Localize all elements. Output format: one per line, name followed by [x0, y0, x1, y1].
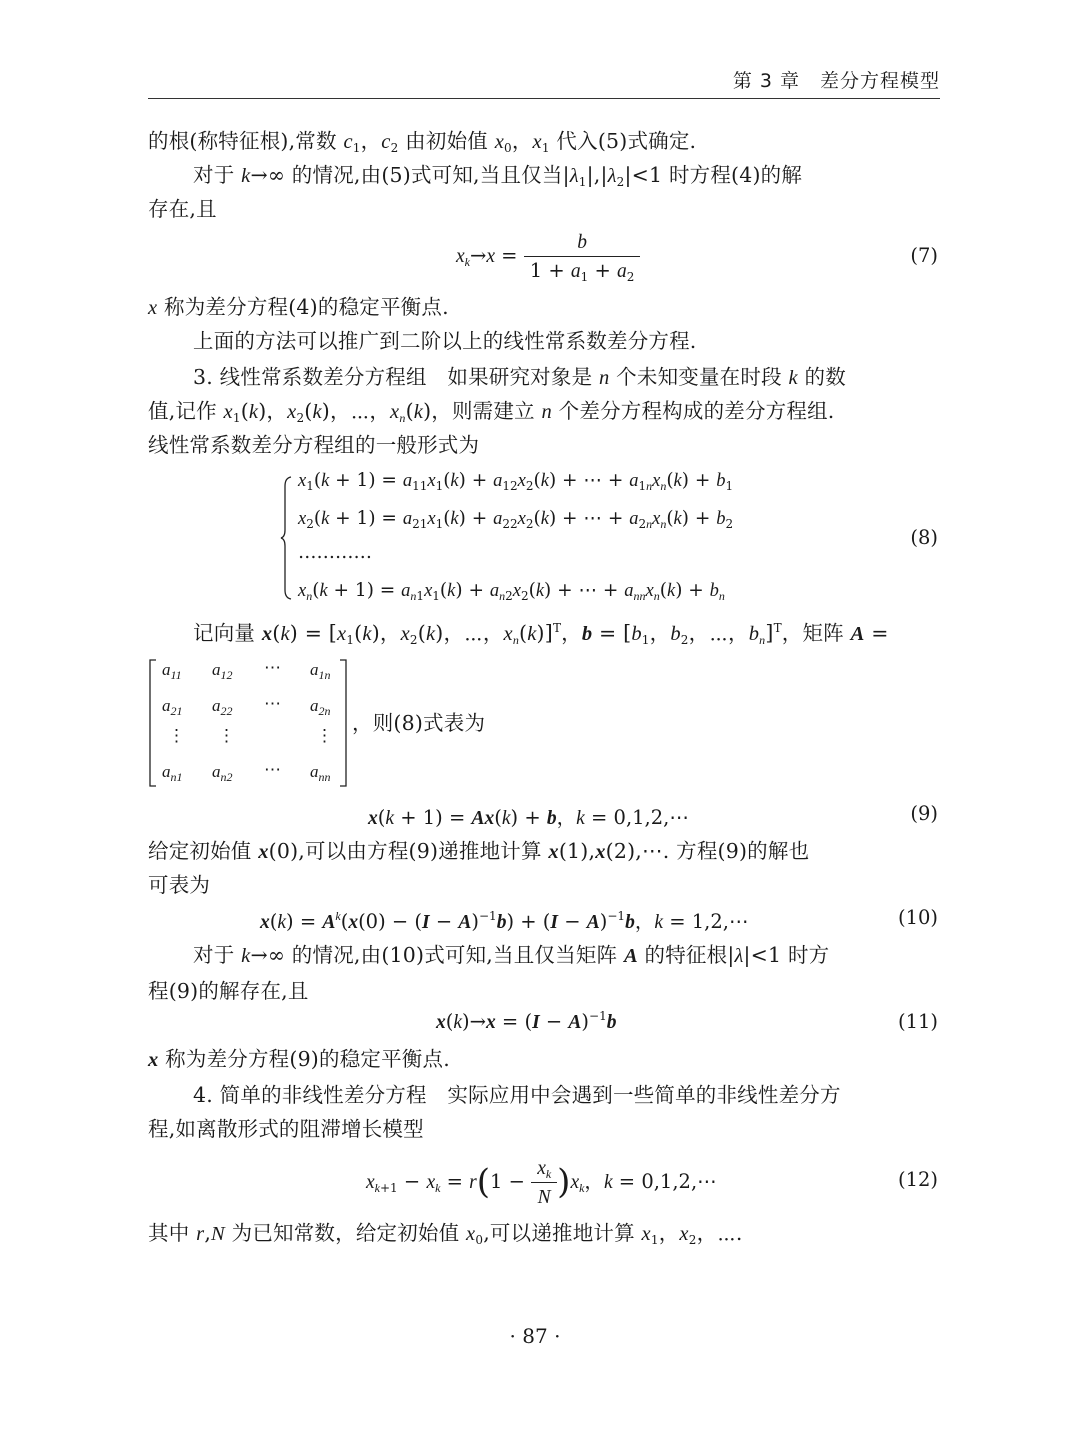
running-header	[148, 64, 940, 99]
text-line-4: x 称为差分方程(4)的稳定平衡点.	[148, 295, 449, 319]
equation-7: $x_k\to x$ = $\frac{b}{1 + a_1 + a_2}$	[456, 230, 640, 283]
equation-number-7: (7)	[910, 244, 938, 267]
text-line-6: 3. 线性常系数差分方程组 如果研究对象是 n 个未知变量在时段 k 的数	[193, 365, 846, 389]
text-line-18: 其中 r,N 为已知常数，给定初始值 $x_0$,可以递推地计算 $x_1$，$x_2$，⋯.	[148, 1221, 743, 1247]
text-line-10: ，则(8)式表为	[352, 711, 486, 735]
equation-8-row-2: $x_2(k + 1) = a_{21}x_1(k) + a_{22}x_2(k)$ + ⋯ + $a_{2n}x_n(k) + b_2$	[298, 508, 734, 531]
equation-number-11: (11)	[897, 1010, 938, 1033]
text-line-14: 程(9)的解存在,且	[148, 979, 309, 1003]
equation-number-8: (8)	[910, 526, 938, 549]
equation-8-row-1: $x_1(k + 1) = a_{11}x_1(k) + a_{12}x_2(k)$ + ⋯ + $a_{1n}x_n(k) + b_1$	[298, 470, 734, 493]
text-line-7: 值,记作 $x_1(k)$，$x_2(k)$，⋯，$x_n(k)$，则需建立 n 个差分方程构成的差分方程组.	[148, 399, 835, 425]
equation-11: $x(k)\to x = (I - A)^{-1}b$	[436, 1009, 617, 1033]
text-line-13: 对于 k→∞ 的情况,由(10)式可知,当且仅当矩阵 A 的特征根|λ|<1 时方	[193, 943, 830, 967]
chapter-title: 第 3 章 差分方程模型	[732, 70, 940, 92]
equation-8-row-4: $x_n(k + 1) = a_{n1}x_1(k) + a_{n2}x_2(k)$ + ⋯ + $a_{nn}x_n(k) + b_n$	[298, 580, 725, 603]
text-line-5: 上面的方法可以推广到二阶以上的线性常系数差分方程.	[193, 329, 697, 353]
matrix-A: $a_{11}$ $a_{12}$ ⋯ $a_{1n}$ $a_{21}$ $a_{22}$ ⋯ $a_{2n}$ ⋮ ⋮ ⋮ $a_{n1}$ $a_{n2}$ ⋯ $a_{nn}$	[148, 658, 348, 788]
equation-10: $x(k) = A^k(x(0) - (I - A)^{-1}b) + (I - A)^{-1}b$，k = 1,2,⋯	[260, 909, 749, 933]
text-line-2: 对于 k→∞ 的情况,由(5)式可知,当且仅当$|\lambda_1|,|\lambda_2|<1$ 时方程(4)的解	[193, 163, 803, 189]
text-line-15: x 称为差分方程(9)的稳定平衡点.	[148, 1047, 450, 1071]
equation-number-9: (9)	[910, 802, 938, 825]
equation-12: $x_{k+1} - x_k = r(1$ − $\frac{x_k}{N}$ )$x_k$，k = 0,1,2,⋯	[366, 1158, 717, 1208]
text-line-9: 记向量 $x(k) = [x_1(k)$，$x_2(k)$，⋯，$x_n(k)]^T$，$b = [b_1$，$b_2$，⋯，$b_n]^T$，矩阵 A =	[193, 621, 889, 647]
equation-8-row-3: …………	[298, 542, 372, 563]
page-number: · 87 ·	[509, 1324, 561, 1348]
text-line-16: 4. 简单的非线性差分方程 实际应用中会遇到一些简单的非线性差分方	[193, 1083, 841, 1107]
text-line-11: 给定初始值 x(0),可以由方程(9)递推地计算 x(1),x(2),⋯. 方程(9)的解也	[148, 839, 810, 863]
text-line-12: 可表为	[148, 873, 211, 897]
text-line-17: 程,如离散形式的阻滞增长模型	[148, 1117, 424, 1141]
equation-number-12: (12)	[897, 1168, 938, 1191]
left-brace	[280, 476, 292, 600]
text-line-8: 线性常系数差分方程组的一般形式为	[148, 433, 480, 457]
text-line-1: 的根(称特征根),常数 $c_1$，$c_2$ 由初始值 $x_0$，$x_1$ 代入(5)式确定.	[148, 129, 697, 155]
text-line-3: 存在,且	[148, 197, 217, 221]
equation-9: x(k + 1) = Ax(k) + b，k = 0,1,2,⋯	[368, 806, 689, 829]
equation-number-10: (10)	[897, 906, 938, 929]
